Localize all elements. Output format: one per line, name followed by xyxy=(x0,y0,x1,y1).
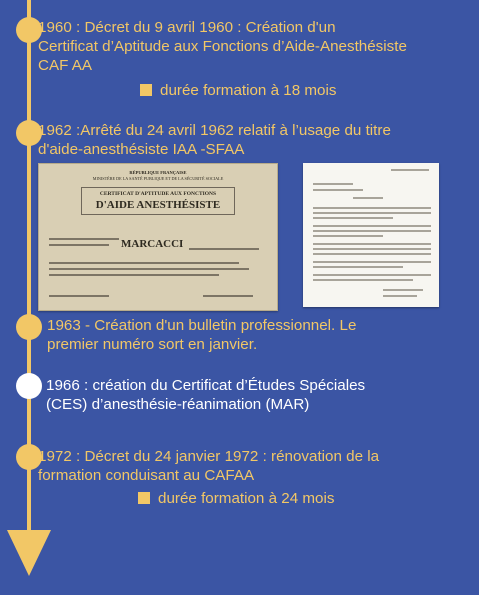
certificate-title-2: D'AIDE ANESTHÉSISTE xyxy=(95,199,221,211)
event-1963 xyxy=(47,316,356,354)
timeline-dot-1966 xyxy=(16,373,42,399)
timeline-arrow xyxy=(7,530,51,576)
event-1962-line-1: 1962 :Arrêté du 24 avril 1962 relatif à l’usage du titre xyxy=(38,122,391,139)
event-1963-line-2: premier numéro sort en janvier. xyxy=(47,336,258,353)
event-1963-line-1: 1963 - Création d'un bulletin professionnel. Le xyxy=(47,317,357,334)
letter-document-photo xyxy=(303,163,439,307)
event-1960-duration-text: durée formation à 18 mois xyxy=(160,82,337,99)
square-bullet-icon xyxy=(140,84,152,96)
event-1960-duration xyxy=(140,81,336,100)
timeline-dot-1963 xyxy=(16,314,42,340)
event-1962-line-2: d'aide-anesthésiste IAA -SFAA xyxy=(38,141,245,158)
event-1972-line-1: 1972 : Décret du 24 janvier 1972 : rénovation de la xyxy=(38,448,380,465)
event-1972-line-2: formation conduisant au CAFAA xyxy=(38,467,255,484)
event-1972-duration-text: durée formation à 24 mois xyxy=(158,490,335,507)
event-1960-line-1: 1960 : Décret du 9 avril 1960 : Création d'un xyxy=(38,19,336,36)
event-1966-line-2: (CES) d’anesthésie-réanimation (MAR) xyxy=(46,396,310,413)
event-1960 xyxy=(38,18,407,75)
event-1972 xyxy=(38,447,379,485)
certificate-photo xyxy=(38,163,278,311)
square-bullet-icon xyxy=(138,492,150,504)
event-1966-line-1: 1966 : création du Certificat d’Études Spéciales xyxy=(46,377,366,394)
certificate-name: MARCACCI xyxy=(121,238,184,250)
event-1960-line-2: Certificat d’Aptitude aux Fonctions d’Aide-Anesthésiste xyxy=(38,38,407,55)
event-1966 xyxy=(46,376,365,414)
event-1960-line-3: CAF AA xyxy=(38,57,93,74)
certificate-ministry: MINISTÈRE DE LA SANTÉ PUBLIQUE ET DE LA SÉCURITÉ SOCIALE xyxy=(92,176,224,181)
certificate-header: RÉPUBLIQUE FRANÇAISE xyxy=(129,170,187,175)
event-1962 xyxy=(38,121,391,159)
event-1972-duration xyxy=(138,489,334,508)
certificate-title-1: CERTIFICAT D'APTITUDE AUX FONCTIONS xyxy=(99,191,217,197)
